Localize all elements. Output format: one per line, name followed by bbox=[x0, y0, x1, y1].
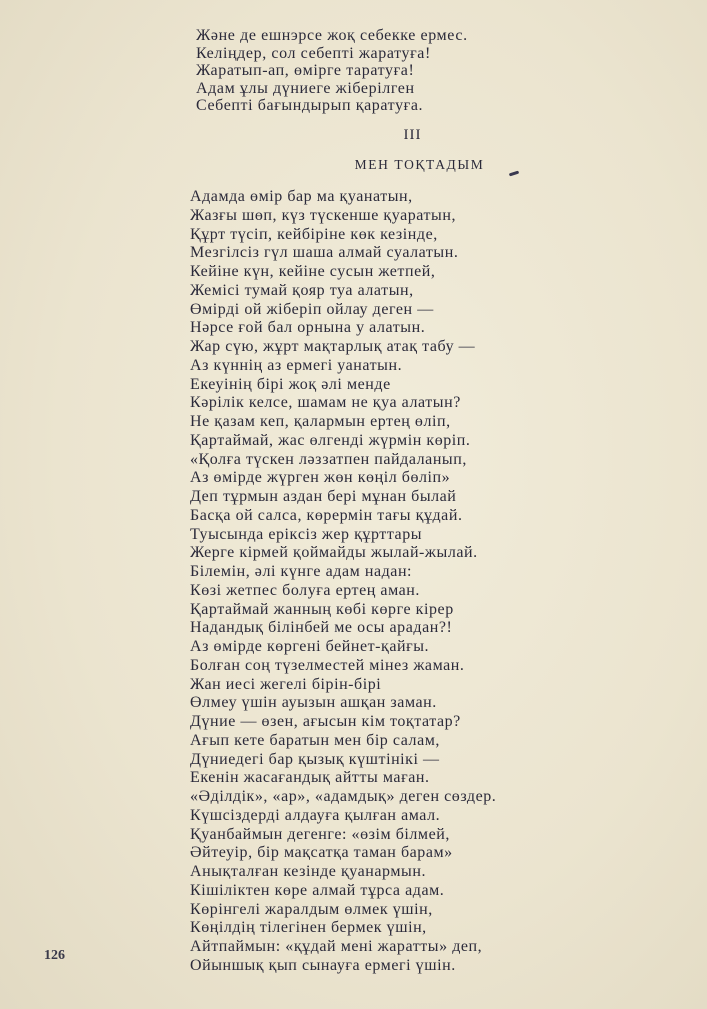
poem-line: Жазғы шөп, күз түскенше қуаратын, bbox=[190, 206, 457, 224]
poem-line: Нәрсе ғой бал орнына у алатын. bbox=[190, 319, 426, 337]
poem-line: Болған соң түзелместей мінез жаман. bbox=[190, 656, 465, 674]
poem-line: Екеуінің бірі жоқ әлі менде bbox=[190, 375, 391, 393]
poem-line: Қуанбаймын дегенге: «өзім білмей, bbox=[190, 825, 450, 843]
poem-line: Қартаймай жанның көбі көрге кірер bbox=[190, 600, 454, 618]
poem-line: Кейіне күн, кейіне сусын жетпей, bbox=[190, 263, 436, 280]
poem-line: Басқа ой салса, көрермін тағы құдай. bbox=[190, 506, 463, 524]
poem-line: Өлмеу үшін ауызын ашқан заман. bbox=[190, 694, 437, 712]
poem-line: Айтпаймын: «құдай мені жаратты» деп, bbox=[190, 938, 483, 955]
page-number: 126 bbox=[44, 948, 65, 963]
poem-line: Аз күннің аз ермегі уанатын. bbox=[190, 356, 403, 374]
section-number: III bbox=[403, 127, 422, 143]
poem-title: МЕН ТОҚТАДЫМ bbox=[354, 157, 485, 172]
poem-line: Жемісі тумай қояр туа алатын, bbox=[190, 281, 414, 299]
poem-line: Не қазам кеп, қалармын ертең өліп, bbox=[190, 413, 451, 430]
poem-line: Туысында ерікcіз жер құрттары bbox=[190, 525, 423, 543]
poem-line: Дүниедегі бар қызық күштінікі — bbox=[190, 750, 440, 768]
poem-line: Білемін, әлі күнге адам надан: bbox=[190, 563, 413, 580]
poem-line: Аз өмірде көргені бейнет-қайғы. bbox=[190, 638, 430, 655]
poem-line: Жан иесі жегелі бірін-бірі bbox=[190, 675, 382, 693]
poem-line: Өмірді ой жіберіп ойлау деген — bbox=[190, 300, 434, 318]
poem-line: «Әділдік», «ар», «адамдық» деген сөздер. bbox=[190, 788, 497, 805]
poem-line: Күшсіздерді алдауға қылған амал. bbox=[190, 806, 441, 824]
poem-line: Анықталған кезінде қуанармын. bbox=[190, 863, 426, 880]
poem-line: Екенін жасағандық айтты маған. bbox=[190, 769, 430, 787]
poem-line: Құрт түсіп, кейбіріне көк кезінде, bbox=[190, 225, 438, 243]
stanza-line: Адам ұлы дүниеге жіберілген bbox=[196, 79, 415, 97]
previous-stanza bbox=[196, 27, 468, 115]
poem-line: «Қолға түскен ләззатпен пайдаланып, bbox=[190, 450, 467, 468]
poem-line: Кішіліктен көре алмай тұрса адам. bbox=[190, 881, 445, 899]
poem-line: Әйтеуір, бір мақсатқа таман барам» bbox=[190, 844, 453, 862]
poem-line: Мезгілсіз гүл шаша алмай суалатын. bbox=[190, 244, 459, 262]
poem-line: Кәрілік келсе, шамам не қуа алатын? bbox=[190, 394, 461, 412]
poem-line: Надандық білінбей ме осы арадан?! bbox=[190, 619, 453, 637]
poem-line: Көңілдің тілегінен бермек үшін, bbox=[190, 919, 427, 937]
stanza-line: Жәнe де ешнэрсе жоқ себекке ермес. bbox=[196, 27, 468, 44]
stanza-line: Жаратып-ап, өмірге таратуға! bbox=[196, 62, 415, 80]
poem-line: Ойыншық қып сынауға ермегі үшін. bbox=[190, 956, 456, 974]
stanza-line: Келіңдер, сол себепті жаратуға! bbox=[196, 44, 431, 62]
poem-line: Көрінгелі жаралдым өлмек үшін, bbox=[190, 900, 433, 918]
poem-line: Көзі жетпес болуға ертең аман. bbox=[190, 581, 420, 599]
poem-line: Ағып кете баратын мен бір салам, bbox=[190, 731, 440, 749]
stanza-line: Себепті бағындырып қаратуға. bbox=[196, 97, 424, 115]
poem-line: Адамда өмір бар ма қуанатын, bbox=[190, 188, 413, 205]
poem-line: Деп тұрмын аздан бері мұнан былай bbox=[190, 488, 457, 505]
poem-line: Аз өмірде жүрген жөн көңіл бөліп» bbox=[190, 469, 451, 487]
poem-line: Жар сүю, жұрт мақтарлық атақ табу — bbox=[190, 338, 476, 355]
poem-body bbox=[190, 188, 496, 976]
poem-line: Қартаймай, жас өлгенді жүрмін көріп. bbox=[190, 431, 471, 449]
poem-line: Жерге кірмей қоймайды жылай-жылай. bbox=[190, 544, 478, 562]
poem-line: Дүние — өзен, ағысын кім тоқтатар? bbox=[190, 713, 461, 730]
